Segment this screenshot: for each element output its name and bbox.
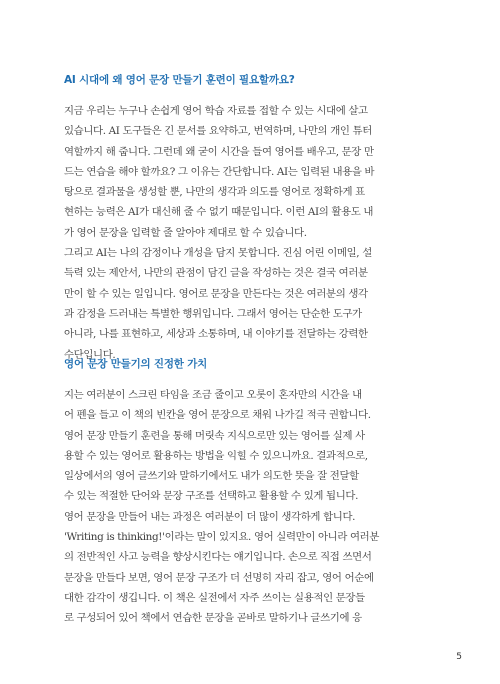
text-line: 그리고 AI는 나의 감정이나 개성을 담지 못합니다. 진심 어린 이메일, 설 xyxy=(64,247,372,260)
text-line: 'Writing is thinking!'이라는 말이 있지요. 영어 실력만이 아니라 여러분 xyxy=(64,531,380,544)
paragraph-writing-thinking xyxy=(64,507,464,629)
text-line: 있습니다. AI 도구들은 긴 문서를 요약하고, 번역하며, 나만의 개인 튜터 xyxy=(64,125,372,138)
text-line: 영어 문장을 만들어 내는 과정은 여러분이 더 많이 생각하게 합니다. xyxy=(64,510,356,523)
text-line: 득력 있는 제안서, 나만의 관점이 담긴 글을 작성하는 것은 결국 여러분 xyxy=(64,267,368,280)
section-true-value xyxy=(64,356,464,629)
section-ai-era xyxy=(64,72,464,365)
text-line: 지는 여러분이 스크린 타임을 조금 줄이고 오롯이 혼자만의 시간을 내 xyxy=(64,389,362,401)
text-line: 수단입니다. xyxy=(64,348,116,361)
text-line: 문장을 만들다 보면, 영어 문장 구조가 더 선명히 자리 잡고, 영어 어순에 xyxy=(64,571,374,584)
section-heading-true-value: 영어 문장 만들기의 진정한 가치 xyxy=(64,358,208,370)
text-line: 의 전반적인 사고 능력을 향상시킨다는 얘기입니다. 손으로 직접 쓰면서 xyxy=(64,551,372,564)
text-line: 현하는 능력은 AI가 대신해 줄 수 없기 때문입니다. 이런 AI의 활용도 내 xyxy=(64,206,374,219)
text-line: 지금 우리는 누구나 손쉽게 영어 학습 자료를 접할 수 있는 시대에 살고 xyxy=(64,105,368,117)
text-line: 어 펜을 들고 이 책의 빈칸을 영어 문장으로 채워 나가길 적극 권합니다. xyxy=(64,409,371,422)
text-line: 아니라, 나를 표현하고, 세상과 소통하며, 내 이야기를 전달하는 강력한 xyxy=(64,328,368,341)
page-number: 5 xyxy=(456,652,462,662)
text-line: 수 있는 적절한 단어와 문장 구조를 선택하고 활용할 수 있게 됩니다. xyxy=(64,490,359,503)
text-line: 탕으로 결과물을 생성할 뿐, 나만의 생각과 의도를 영어로 정확하게 표 xyxy=(64,186,365,199)
text-line: 용할 수 있는 영어로 활용하는 방법을 익힐 수 있으니까요. 결과적으로, xyxy=(64,449,368,462)
text-line: 드는 연습을 해야 할까요? 그 이유는 간단합니다. AI는 입력된 내용을 바 xyxy=(64,165,375,178)
text-line: 과 감정을 드러내는 특별한 행위입니다. 그래서 영어는 단순한 도구가 xyxy=(64,307,362,320)
paragraph-ai-tools xyxy=(64,101,464,243)
text-line: 역할까지 해 줍니다. 그런데 왜 굳이 시간을 들여 영어를 배우고, 문장 만 xyxy=(64,145,374,158)
text-line: 가 영어 문장을 입력할 줄 알아야 제대로 할 수 있습니다. xyxy=(64,226,307,239)
text-line: 로 구성되어 있어 책에서 연습한 문장을 곧바로 말하기나 글쓰기에 응 xyxy=(64,612,362,625)
text-line: 일상에서의 영어 글쓰기와 말하기에서도 내가 의도한 뜻을 잘 전달할 xyxy=(64,470,359,483)
text-line: 영어 문장 만들기 훈련을 통해 머릿속 지식으로만 있는 영어를 실제 사 xyxy=(64,429,365,442)
text-line: 대한 감각이 생깁니다. 이 책은 실전에서 자주 쓰이는 실용적인 문장들 xyxy=(64,591,365,604)
paragraph-screen-time xyxy=(64,385,464,507)
paragraph-ai-emotion xyxy=(64,243,464,365)
section-heading-ai-era: AI 시대에 왜 영어 문장 만들기 훈련이 필요할까요? xyxy=(64,74,295,86)
text-line: 만이 할 수 있는 일입니다. 영어로 문장을 만든다는 것은 여러분의 생각 xyxy=(64,287,368,300)
